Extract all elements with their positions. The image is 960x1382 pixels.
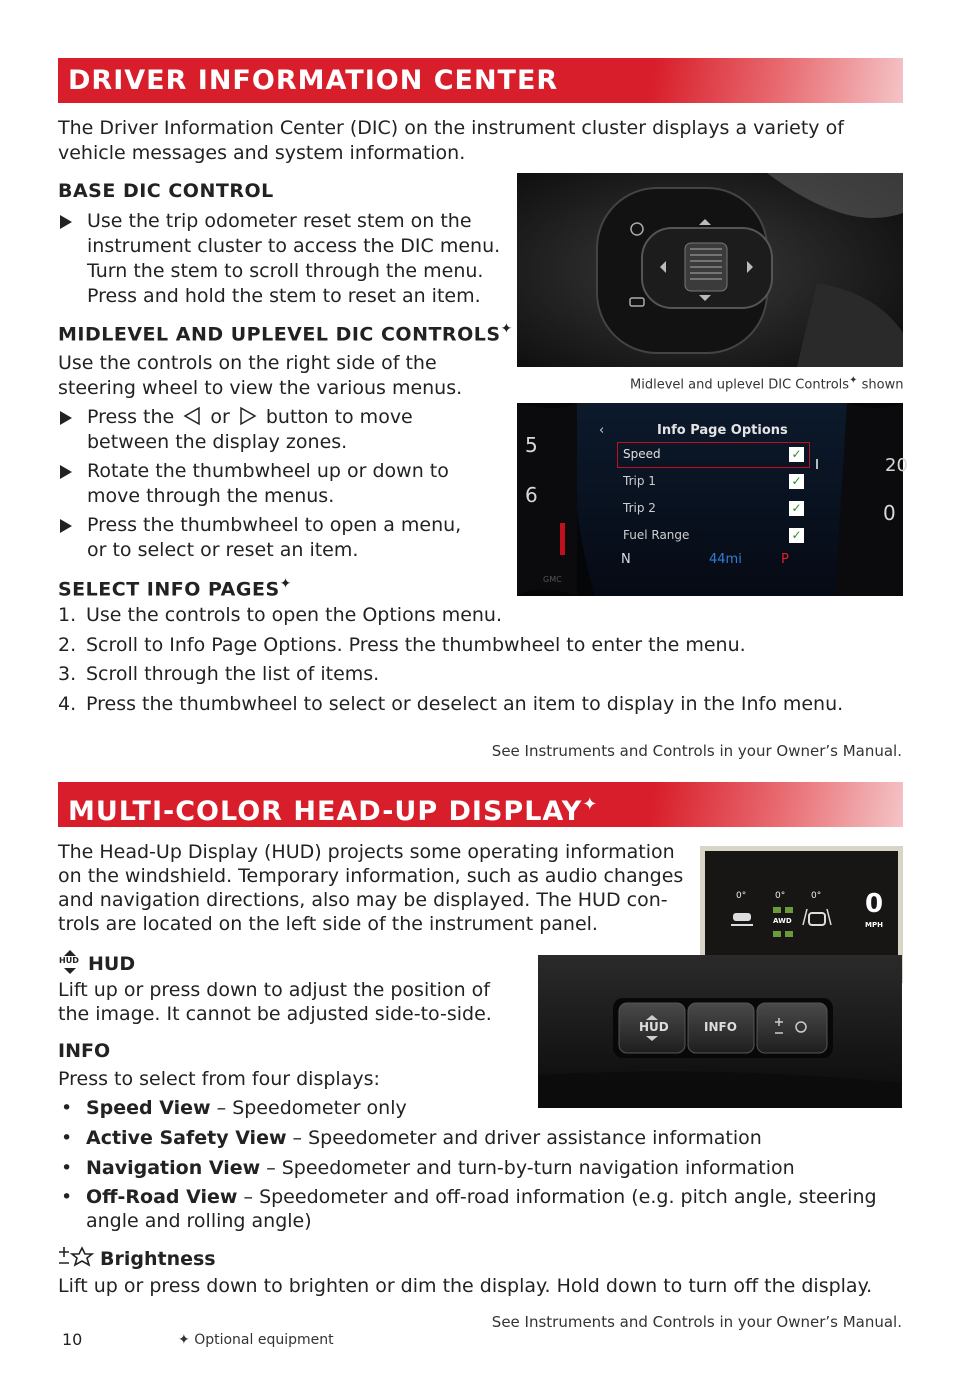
- view-name: Off-Road View: [86, 1186, 238, 1208]
- screen-gear-n: N: [621, 552, 631, 567]
- press-prefix: Press the: [87, 406, 175, 428]
- hud-angle-3: 0°: [811, 891, 822, 901]
- screen-back-icon: ‹: [599, 423, 605, 438]
- gauge-right-top: 20: [885, 455, 908, 476]
- optional-footnote: [178, 1332, 334, 1348]
- screen-title: Info Page Options: [657, 423, 788, 438]
- hud-banner-text: MULTI-COLOR HEAD-UP DISPLAY: [68, 796, 583, 827]
- hud-subtitle: [58, 950, 135, 979]
- view-desc: – Speedometer and turn-by-turn navigation information: [260, 1157, 795, 1179]
- hud-speed-unit: MPH: [865, 921, 883, 929]
- hud-intro-line1: The Head-Up Display (HUD) projects some operating information: [58, 841, 675, 863]
- optional-star-icon: ✦: [279, 576, 292, 592]
- dic-intro-line2: vehicle messages and system information.: [58, 142, 466, 164]
- open-bullet: [58, 513, 461, 563]
- midlevel-dic-title-text: MIDLEVEL AND UPLEVEL DIC CONTROLS: [58, 323, 501, 346]
- rotate-line-2: move through the menus.: [87, 485, 335, 507]
- step-number: 4.: [58, 693, 77, 715]
- hud-angle-1: 0°: [736, 891, 747, 901]
- open-line-2: or to select or reset an item.: [87, 539, 359, 561]
- screen-item-trip2: Trip 2: [623, 501, 656, 515]
- step-text: Press the thumbwheel to select or deselect an item to display in the Info menu.: [86, 693, 844, 715]
- press-line-1: [87, 405, 413, 430]
- caption-star-icon: ✦: [849, 375, 858, 386]
- hud-see-manual: See Instruments and Controls in your Owner’s Manual.: [491, 1313, 902, 1331]
- hud-speed-value: 0: [865, 889, 884, 919]
- open-line-1: Press the thumbwheel to open a menu,: [87, 514, 462, 536]
- checkbox-checked-icon: ✓: [789, 528, 804, 543]
- select-info-title-text: SELECT INFO PAGES: [58, 578, 280, 601]
- gauge-right-bottom: 0: [883, 501, 896, 525]
- step-text: Scroll through the list of items.: [86, 663, 380, 685]
- step-number: 1.: [58, 604, 77, 626]
- screen-range: 44mi: [709, 552, 742, 567]
- base-dic-bullet: [58, 209, 500, 309]
- dic-see-manual: See Instruments and Controls in your Owner’s Manual.: [491, 742, 902, 760]
- view-name: Active Safety View: [86, 1127, 287, 1149]
- checkbox-checked-icon: ✓: [789, 474, 804, 489]
- base-line-4: Press and hold the stem to reset an item.: [87, 285, 481, 307]
- offroad-line2: angle and rolling angle): [86, 1210, 312, 1232]
- brightness-title-text: Brightness: [100, 1248, 216, 1270]
- step-item: [58, 662, 379, 687]
- view-name: Speed View: [86, 1097, 211, 1119]
- press-line-2: between the display zones.: [87, 431, 348, 453]
- hud-intro-line4: trols are located on the left side of the instrument panel.: [58, 913, 598, 935]
- gauge-left-bottom: 6: [525, 483, 538, 507]
- left-arrow-icon: [184, 407, 200, 425]
- view-item: [58, 1126, 762, 1151]
- view-name: Navigation View: [86, 1157, 261, 1179]
- hud-toggle-icon: [58, 950, 82, 979]
- brightness-subtitle: [58, 1246, 216, 1273]
- caption-suffix: shown: [861, 377, 904, 393]
- step-item: [58, 692, 843, 717]
- steering-wheel-controls-photo: [517, 173, 903, 367]
- mid-text-line1: Use the controls on the right side of the: [58, 352, 437, 374]
- select-info-title: [58, 576, 292, 600]
- step-item: [58, 603, 502, 628]
- footnote-star-icon: ✦: [178, 1332, 190, 1348]
- screen-item-trip1: Trip 1: [623, 474, 656, 488]
- hud-awd-label: AWD: [773, 917, 792, 925]
- base-line-2: instrument cluster to access the DIC menu.: [87, 235, 501, 257]
- midlevel-dic-title: [58, 321, 513, 345]
- dic-banner: DRIVER INFORMATION CENTER: [58, 58, 903, 103]
- step-item: [58, 633, 746, 658]
- info-subtitle: INFO: [58, 1040, 111, 1062]
- brightness-text: Lift up or press down to brighten or dim the display. Hold down to turn off the display.: [58, 1275, 873, 1297]
- hud-controls-photo: [538, 955, 902, 1108]
- base-dic-title: BASE DIC CONTROL: [58, 180, 274, 202]
- hud-icon-text: HUD: [59, 956, 79, 965]
- step-text: Scroll to Info Page Options. Press the thumbwheel to enter the menu.: [86, 634, 746, 656]
- caption-text: Midlevel and uplevel DIC Controls: [630, 377, 850, 393]
- view-item: [58, 1156, 795, 1181]
- step-number: 2.: [58, 634, 77, 656]
- press-suffix: button to move: [265, 406, 413, 428]
- view-desc: – Speedometer only: [210, 1097, 407, 1119]
- gauge-left-top: 5: [525, 433, 538, 457]
- rotate-bullet: [58, 459, 449, 509]
- base-line-3: Turn the stem to scroll through the menu.: [87, 260, 484, 282]
- base-line-1: Use the trip odometer reset stem on the: [87, 210, 472, 232]
- footnote-text: Optional equipment: [194, 1332, 334, 1348]
- press-or: or: [210, 406, 230, 428]
- mid-text-line2: steering wheel to view the various menus.: [58, 377, 463, 399]
- info-button-label: INFO: [704, 1020, 737, 1034]
- rotate-line-1: Rotate the thumbwheel up or down to: [87, 460, 449, 482]
- view-desc: – Speedometer and driver assistance information: [286, 1127, 762, 1149]
- dic-intro-line1: The Driver Information Center (DIC) on the instrument cluster displays a variety of: [58, 117, 844, 139]
- right-arrow-icon: [240, 407, 256, 425]
- screen-item-fuel-range: Fuel Range: [623, 528, 690, 542]
- hud-text-line1: Lift up or press down to adjust the position of: [58, 979, 490, 1001]
- hud-intro-line3: and navigation directions, also may be displayed. The HUD con-: [58, 889, 668, 911]
- optional-star-icon: ✦: [500, 321, 513, 337]
- screen-gear-p: P: [781, 552, 789, 567]
- view-desc: – Speedometer and off-road information (e.g. pitch angle, steering: [237, 1186, 877, 1208]
- view-item: [58, 1096, 407, 1121]
- hud-button-label: HUD: [639, 1020, 669, 1034]
- gmc-logo: GMC: [543, 575, 562, 584]
- hud-title-text: HUD: [88, 953, 136, 975]
- step-text: Use the controls to open the Options menu.: [86, 604, 503, 626]
- step-number: 3.: [58, 663, 77, 685]
- hud-intro-line2: on the windshield. Temporary information, such as audio changes: [58, 865, 684, 887]
- hud-angle-2: 0°: [775, 891, 786, 901]
- page-number: 10: [62, 1330, 83, 1349]
- dic-photo-caption: [630, 375, 903, 392]
- checkbox-checked-icon: ✓: [789, 447, 804, 462]
- screen-item-speed: Speed: [623, 447, 661, 461]
- view-item: [58, 1185, 877, 1210]
- hud-banner: [58, 782, 903, 827]
- info-page-options-screen-photo: [517, 403, 908, 596]
- press-button-bullet: [58, 405, 413, 455]
- optional-star-icon: ✦: [582, 794, 599, 815]
- info-text: Press to select from four displays:: [58, 1068, 380, 1090]
- checkbox-checked-icon: ✓: [789, 501, 804, 516]
- brightness-icon: [58, 1246, 94, 1273]
- hud-text-line2: the image. It cannot be adjusted side-to-side.: [58, 1003, 492, 1025]
